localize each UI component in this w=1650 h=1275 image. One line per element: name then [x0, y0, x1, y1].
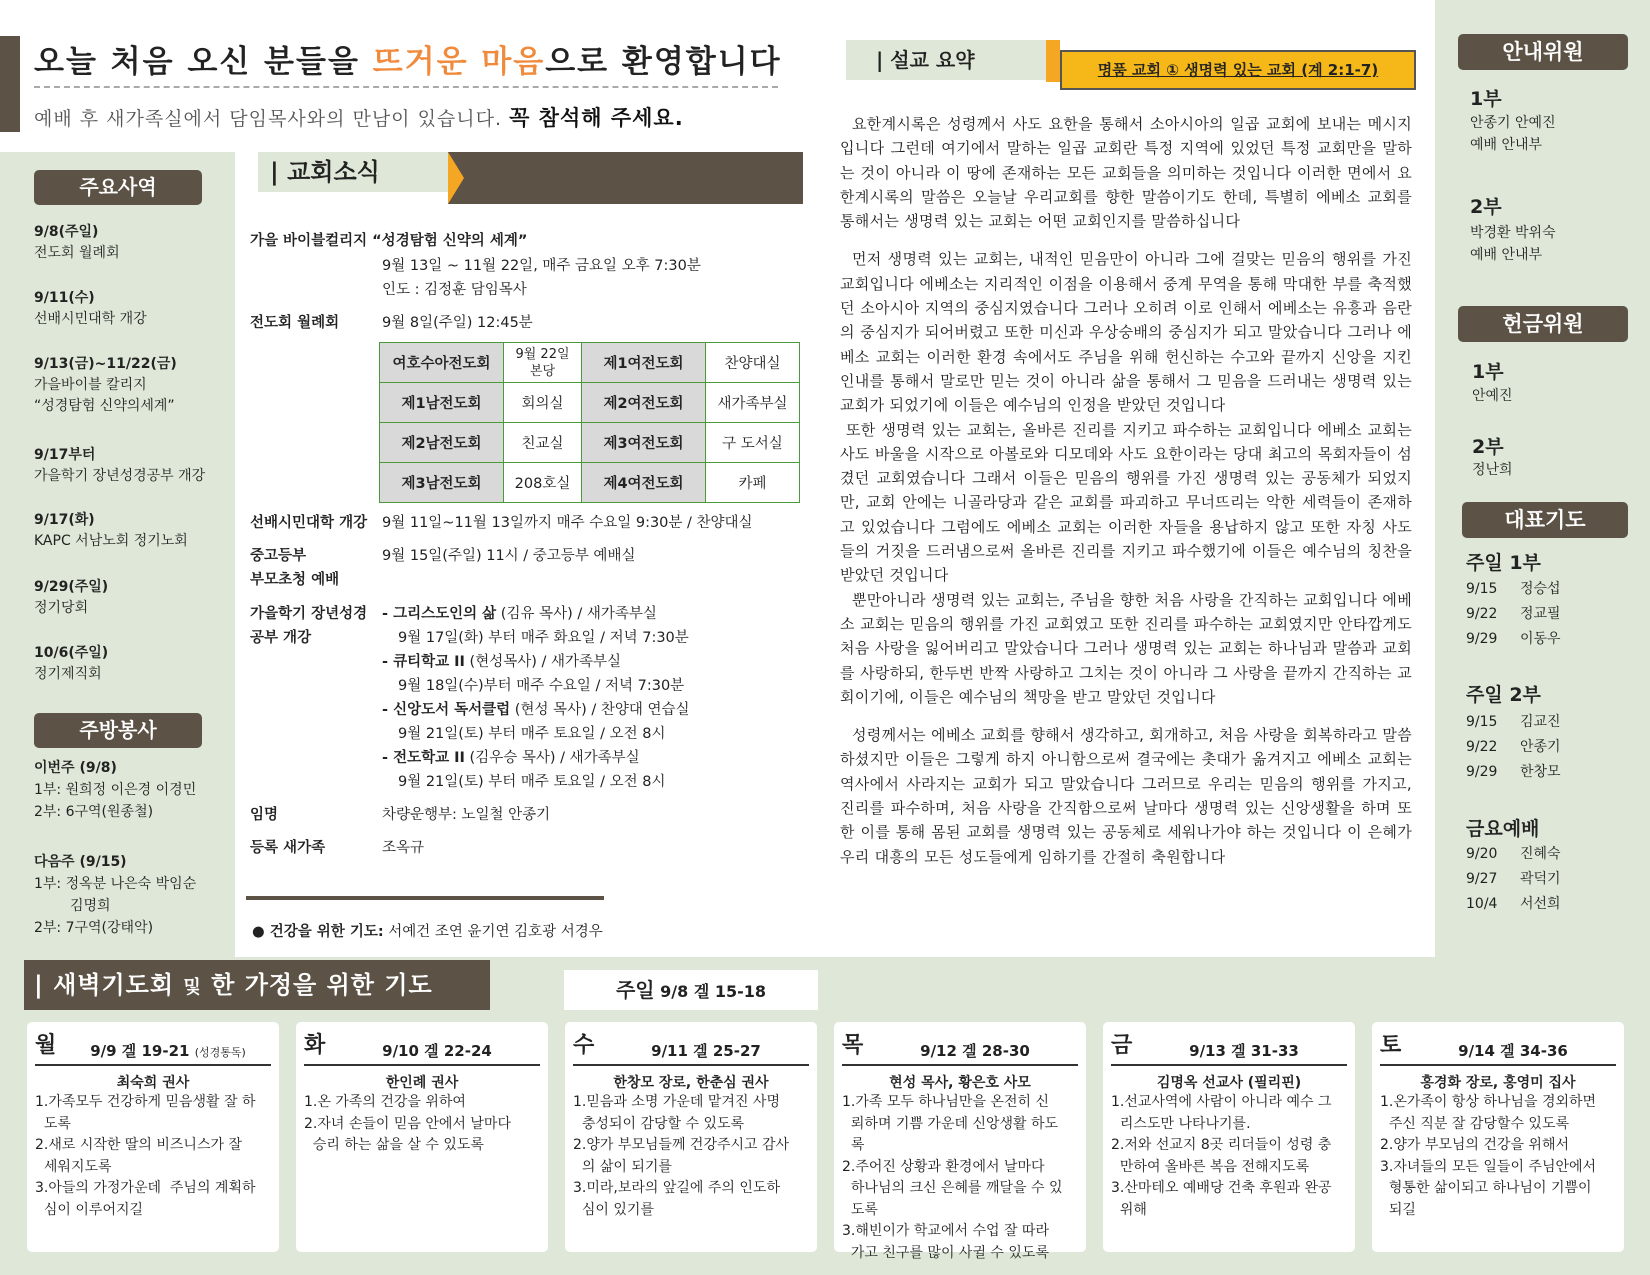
sunday-reading: 주일 9/8 겔 15-18 [564, 970, 818, 1010]
card-day: 화 [304, 1033, 326, 1058]
event-item [34, 288, 147, 330]
table-row [380, 423, 800, 463]
card-family: 김명옥 선교사 (필리핀) [1156, 1075, 1302, 1091]
table-cell: 여호수아전도회 [380, 343, 504, 383]
news-heading-bar [448, 152, 803, 204]
table-cell: 카페 [706, 463, 800, 503]
prayer-row: 10/4 서선희 [1466, 896, 1561, 912]
adult-class-time: 9월 18일(수)부터 매주 수요일 / 저녁 7:30분 [398, 678, 685, 694]
divider [246, 896, 604, 900]
fed-table [379, 342, 800, 503]
ushers-names-1: 안종기 안예진 예배 안내부 [1470, 115, 1556, 153]
adult-class-time: 9월 17일(화) 부터 매주 화요일 / 저녁 7:30분 [398, 630, 689, 646]
adult-class-title: - 신앙도서 독서클럽 (현성 목사) / 찬양대 연습실 [382, 702, 690, 718]
card-prayer-items: 1.가족모두 건강하게 믿음생활 잘 하 도록 2.새로 시작한 딸의 비즈니스가 잘 세워지도록 3.아들의 가정가운데 주님의 계획하 심이 이루어지길 [35, 1094, 256, 1218]
divider [1380, 1064, 1616, 1066]
card-family: 홍경화 장로, 홍영미 집사 [1420, 1075, 1576, 1091]
divider [1111, 1064, 1347, 1066]
card-prayer-items: 1.가족 모두 하나님만을 온전히 신 뢰하며 기쁨 가운데 신앙생활 하도 록 2.주어진 상황과 환경에서 날마다 하나님의 크신 은혜를 깨달을 수 있 도록 3.해빈이가 학교에서 수업 잘 따라 가고 친구를 많이 사귈 수 있도록 [842, 1094, 1063, 1261]
rep-friday-heading: 금요예배 [1466, 818, 1540, 840]
adult-class-title: - 큐티학교 II (현성목사) / 새가족부실 [382, 654, 622, 670]
table-cell: 제3여전도회 [582, 423, 706, 463]
table-row [380, 463, 800, 503]
table-cell: 친교실 [504, 423, 582, 463]
rep-sunday1-list [1466, 577, 1561, 652]
table-cell: 제3남전도회 [380, 463, 504, 503]
event-item [34, 222, 120, 264]
sermon-paragraph: 또한 생명력 있는 교회는, 올바른 진리를 지키고 파수하는 교회입니다 에베소 교회는 사도 바울을 시작으로 아볼로와 디모데와 사도 요한이라는 당대 최고의 목회자들이 섬겼던 교회였습니다 그래서 이들은 믿음의 행위를 가진 생명력 있는 공동체가 되었지만, 교회 안에는 니골라당과 같은 교회를 파괴하고 무너뜨리는 악한 세력들이 존재하고 있었습니다 그럼에도 에베소 교회는 이러한 자들을 용납하지 않고 또한 자칭 사도들의 거짓을 드러냄으로써 올바른 진리를 지키고 파수했기에 이들은 예수님의 칭찬을 받았던 것입니다 [840, 420, 1412, 585]
ushers-service-1: 1부 [1470, 88, 1502, 110]
rep-sunday2-list [1466, 710, 1561, 785]
table-cell: 제2남전도회 [380, 423, 504, 463]
adult-class-title: - 그리스도인의 삶 (김유 목사) / 새가족부실 [382, 606, 657, 622]
event-item [34, 510, 188, 552]
event-date: 9/17(화) [34, 512, 95, 528]
card-reference: 9/10 겔 22-24 [382, 1042, 492, 1060]
newfam-text: 조옥규 [382, 840, 425, 856]
senior-label: 선배시민대학 개강 [250, 515, 368, 531]
event-desc: 선배시민대학 개강 [34, 311, 147, 327]
event-item [34, 577, 108, 619]
adult-class-time: 9월 21일(토) 부터 매주 토요일 / 오전 8시 [398, 726, 666, 742]
card-reference: 9/9 겔 19-21 (성경통독) [90, 1042, 246, 1060]
table-cell: 제1여전도회 [582, 343, 706, 383]
kitchen-heading: 주방봉사 [34, 713, 202, 748]
event-item [34, 445, 205, 487]
prayer-row: 9/22 안종기 [1466, 739, 1561, 755]
event-date: 9/17부터 [34, 447, 96, 463]
youth-label-2: 부모초청 예배 [250, 572, 340, 588]
prayer-row: 9/29 한창모 [1466, 764, 1561, 780]
table-row [380, 383, 800, 423]
appoint-label: 임명 [250, 807, 279, 823]
card-prayer-items: 1.온 가족의 건강을 위하여 2.자녀 손들이 믿음 안에서 날마다 승리 하는 삶을 살 수 있도록 [304, 1094, 511, 1153]
table-cell: 회의실 [504, 383, 582, 423]
ushers-service-2: 2부 [1470, 196, 1502, 218]
event-desc: 가을바이블 칼리지 “성경탐험 신약의세계” [34, 377, 175, 414]
sermon-paragraph: 성령께서는 에베소 교회를 향해서 생각하고, 회개하고, 처음 사랑을 회복하라고 말씀하셨지만 이들은 그렇게 하지 아니함으로써 결국에는 촛대가 옮겨지고 에베소 교회는 역사에서 사라지는 교회가 되고 말았습니다 그러므로 우리는 믿음의 행위를 가지고, 진리를 파수하며, 처음 사랑을 간직함으로써 날마다 생명력 있는 신앙생활을 하며 또한 이를 통해 몸된 교회를 생명력 있는 공동체로 세워나가야 하는 것입니다 이 은혜가 우리 대흥의 모든 성도들에게 임하기를 간절히 축원합니다 [840, 726, 1412, 866]
prayer-card [1372, 1022, 1624, 1252]
prayer-card [1103, 1022, 1355, 1252]
prayer-card [296, 1022, 548, 1252]
table-cell: 제4여전도회 [582, 463, 706, 503]
divider [842, 1064, 1078, 1066]
bible-college-leader: 인도 : 김정훈 담임목사 [382, 282, 527, 298]
offering-service-2: 2부 [1472, 436, 1504, 458]
event-date: 9/8(주일) [34, 224, 99, 240]
bible-college-time: 9월 13일 ~ 11월 22일, 매주 금요일 오후 7:30분 [382, 258, 701, 274]
bible-college-label: 가을 바이블컬리지 “성경탐험 신약의 세계” [250, 233, 528, 249]
welcome-subtitle: 예배 후 새가족실에서 담임목사와의 만남이 있습니다. 꼭 참석해 주세요. [34, 106, 684, 130]
card-prayer-items: 1.온가족이 항상 하나님을 경외하면 주신 직분 잘 감당할수 있도록 2.양가 부모님의 건강을 위해서 3.자녀들의 모든 일들이 주님안에서 형통한 삶이되고 하나님이 기쁨이 되길 [1380, 1094, 1597, 1218]
sermon-body [840, 112, 1412, 869]
card-day: 목 [842, 1033, 864, 1058]
sermon-paragraph: 뿐만아니라 생명력 있는 교회는, 주님을 향한 처음 사랑을 간직하는 교회입니다 에베소 교회는 믿음의 행위를 가진 교회였고 또한 진리를 파수하는 교회였지만 안타깝게도 처음 사랑을 잃어버리고 말았습니다 그러나 생명력 있는 교회는 하나님과 말씀과 교회를 사랑하되, 한두번 반짝 사랑하고 그치는 것이 아니라 그 사랑을 끝까지 간직하는 교회이기에, 이들은 예수님의 책망을 받고 말았던 것입니다 [840, 590, 1412, 706]
prayer-row: 9/15 김교진 [1466, 714, 1561, 730]
appoint-text: 차량운행부: 노일철 안종기 [382, 807, 551, 823]
senior-text: 9월 11일~11월 13일까지 매주 수요일 9:30분 / 찬양대실 [382, 515, 753, 531]
card-reference: 9/12 겔 28-30 [920, 1042, 1030, 1060]
event-date: 9/11(수) [34, 290, 95, 306]
main-events-heading: 주요사역 [34, 170, 202, 205]
kitchen-this-week: 이번주 (9/8) 1부: 원희정 이은경 이경민 2부: 6구역(원종철) [34, 760, 197, 820]
table-cell: 새가족부실 [706, 383, 800, 423]
news-heading: | 교회소식 [258, 152, 448, 192]
rep-friday-list [1466, 842, 1561, 917]
prayer-row: 9/29 이동우 [1466, 631, 1561, 647]
prayer-card [27, 1022, 279, 1252]
welcome-accent-bar [0, 36, 20, 132]
table-cell: 제1남전도회 [380, 383, 504, 423]
fed-time: 9월 8일(주일) 12:45분 [382, 315, 533, 331]
event-item [34, 643, 108, 685]
rep-sunday2-heading: 주일 2부 [1466, 684, 1541, 706]
kitchen-next-week: 다음주 (9/15) 1부: 정옥분 나은숙 박임순 김명희 2부: 7구역(강태악) [34, 854, 197, 936]
offering-service-1: 1부 [1472, 361, 1504, 383]
event-desc: 가을학기 장년성경공부 개강 [34, 468, 206, 484]
table-cell: 9월 22일 본당 [504, 343, 582, 383]
event-desc: KAPC 서남노회 정기노회 [34, 533, 188, 549]
divider [573, 1064, 809, 1066]
card-reference: 9/13 겔 31-33 [1189, 1042, 1299, 1060]
prayer-row: 9/20 진혜숙 [1466, 846, 1561, 862]
sermon-title: 명품 교회 ① 생명력 있는 교회 (계 2:1-7) [1060, 50, 1416, 90]
divider [34, 86, 778, 88]
table-cell: 찬양대실 [706, 343, 800, 383]
youth-label: 중고등부 [250, 548, 307, 564]
adult-class-title: - 전도학교 II (김우승 목사) / 새가족부실 [382, 750, 640, 766]
youth-text: 9월 15일(주일) 11시 / 중고등부 예배실 [382, 548, 636, 564]
event-date: 9/29(주일) [34, 579, 109, 595]
welcome-title: 오늘 처음 오신 분들을 뜨거운 마음으로 환영합니다 [34, 44, 782, 80]
event-date: 10/6(주일) [34, 645, 109, 661]
table-row [380, 343, 800, 383]
card-family: 현성 목사, 황은호 사모 [889, 1075, 1031, 1091]
prayer-row: 9/15 정승섭 [1466, 581, 1561, 597]
left-sidebar [0, 152, 235, 957]
prayer-card [834, 1022, 1086, 1261]
adult-class-time: 9월 21일(토) 부터 매주 토요일 / 오전 8시 [398, 774, 666, 790]
adult-label: 가을학기 장년성경 [250, 606, 368, 622]
card-family: 한인례 권사 [385, 1075, 459, 1091]
sermon-paragraph: 먼저 생명력 있는 교회는, 내적인 믿음만이 아니라 그에 걸맞는 믿음의 행위를 가진 교회입니다 에베소는 지리적인 이점을 이용해서 중계 무역을 통해 막대한 부를 축적했던 소아시아 지역의 중심지였습니다 그러나 오히려 이로 인해서 에베소는 유흥과 음란의 중심지가 되어버렸고 또한 미신과 우상숭배의 중심지가 되고 말았습니다 그러나 에베소 교회는 이러한 환경 속에서도 주님을 위해 헌신하는 수고와 끝까지 신앙을 지킨 인내를 통해서 말로만 믿는 것이 아니라 삶을 통해서 그 믿음을 드러내는 생명력 있는 교회가 되었기에 이들은 예수님의 인정을 받았던 것입니다 [840, 250, 1412, 415]
sermon-heading: | 설교 요약 [846, 40, 1046, 80]
card-reference: 9/11 겔 25-27 [651, 1042, 761, 1060]
rep-prayer-heading: 대표기도 [1462, 502, 1628, 538]
card-prayer-items: 1.믿음과 소명 가운데 맡겨진 사명 충성되이 감당할 수 있도록 2.양가 부모님들께 건강주시고 감사 의 삶이 되기를 3.미라,보라의 앞길에 주의 인도하 심이 있기를 [573, 1094, 790, 1218]
card-day: 토 [1380, 1033, 1402, 1058]
ushers-names-2: 박경환 박위숙 예배 안내부 [1470, 225, 1556, 263]
prayer-row: 9/22 정교필 [1466, 606, 1561, 622]
offering-names-2: 정난희 [1472, 462, 1513, 478]
adult-label-2: 공부 개강 [250, 630, 312, 646]
prayer-row: 9/27 곽덕기 [1466, 871, 1561, 887]
table-cell: 208호실 [504, 463, 582, 503]
card-day: 금 [1111, 1033, 1133, 1058]
rep-sunday1-heading: 주일 1부 [1466, 552, 1541, 574]
prayer-card [565, 1022, 817, 1252]
card-family: 최숙희 권사 [116, 1075, 190, 1091]
card-prayer-items: 1.선교사역에 사람이 아니라 예수 그 리스도만 나타나기를. 2.저와 선교지 8곳 리더들이 성령 충 만하여 올바른 복음 전해지도록 3.산마테오 예배당 건축 후원과 완공 위해 [1111, 1094, 1332, 1218]
ushers-heading: 안내위원 [1458, 34, 1628, 70]
card-family: 한창모 장로, 한춘심 권사 [613, 1075, 769, 1091]
divider [304, 1064, 540, 1066]
card-day: 월 [35, 1033, 57, 1058]
health-prayer: ● 건강을 위한 기도: 서예건 조연 윤기연 김호광 서경우 [252, 924, 603, 940]
table-cell: 제2여전도회 [582, 383, 706, 423]
offering-heading: 헌금위원 [1458, 306, 1628, 342]
dawn-heading: | 새벽기도회 및 한 가정을 위한 기도 [24, 960, 490, 1010]
newfam-label: 등록 새가족 [250, 840, 326, 856]
event-desc: 정기당회 [34, 600, 89, 616]
card-day: 수 [573, 1033, 595, 1058]
fed-label: 전도회 월례회 [250, 315, 340, 331]
divider [35, 1064, 271, 1066]
sermon-paragraph: 요한계시록은 성령께서 사도 요한을 통해서 소아시아의 일곱 교회에 보내는 메시지입니다 그런데 여기에서 말하는 일곱 교회란 특정 지역에 있었던 특정 교회만을 말하는 것이 아니라 이 땅에 존재하는 모든 교회들을 의미하는 것입니다 이러한 면에서 요한계시록의 말씀은 오늘날 우리교회를 향한 말씀이기도 한데, 특별히 에베소 교회를 통해서는 생명력 있는 교회는 어떤 교회인지를 말씀하십니다 [840, 115, 1412, 231]
event-desc: 전도회 월례회 [34, 245, 120, 261]
event-item [34, 354, 177, 417]
event-date: 9/13(금)~11/22(금) [34, 356, 177, 372]
table-cell: 구 도서실 [706, 423, 800, 463]
offering-names-1: 안예진 [1472, 388, 1513, 404]
event-desc: 정기제직회 [34, 666, 102, 682]
card-reference: 9/14 겔 34-36 [1458, 1042, 1568, 1060]
sermon-accent [1046, 40, 1060, 82]
